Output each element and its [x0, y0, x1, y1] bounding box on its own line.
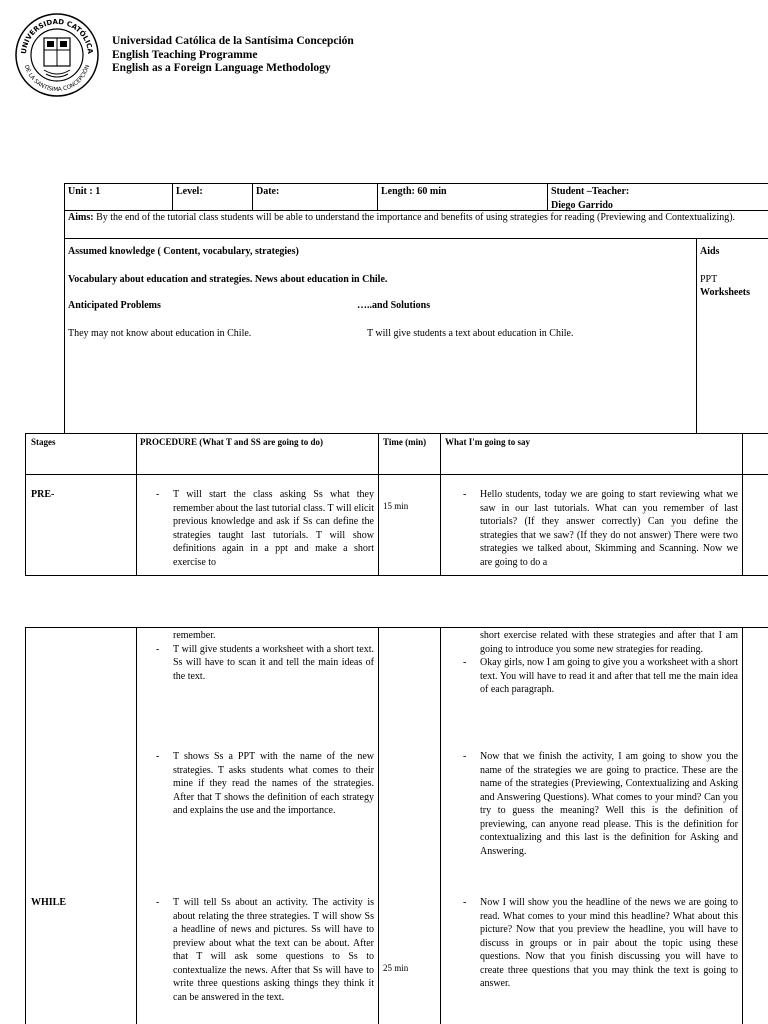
solutions-label: …..and Solutions [357, 300, 431, 311]
university-seal-logo [14, 12, 100, 98]
while-say-2 [462, 750, 738, 858]
while-procedure-item-1: - T will give students a worksheet with a short text. Ss will have to scan it and tell the main ideas of the text. [155, 643, 374, 684]
teacher-label: Student –Teacher: [551, 186, 630, 197]
course-name: English as a Foreign Language Methodology [112, 62, 331, 74]
anticipated-problems-label: Anticipated Problems [68, 300, 161, 311]
aids-ppt: PPT [700, 274, 718, 285]
seal-text-bottom: DE LA SANTÍSIMA CONCEPCIÓN [22, 64, 92, 94]
while-procedure-2 [155, 750, 374, 818]
while-say-3 [462, 896, 738, 991]
while-procedure-continued: remember. [173, 630, 216, 641]
university-name: Universidad Católica de la Santísima Concepción [112, 35, 354, 47]
while-say [462, 629, 738, 697]
time-header: Time (min) [383, 437, 427, 447]
aids-worksheets: Worksheets [700, 287, 750, 298]
pre-time: 15 min [383, 501, 409, 511]
problem-text: They may not know about education in Chile. [68, 328, 252, 339]
student-teacher-cell [551, 185, 768, 212]
teacher-name: Diego Garrido [551, 199, 613, 211]
aims-label: Aims: [68, 212, 94, 223]
aids-label: Aids [700, 246, 720, 257]
while-say-item-3: - Now I will show you the headline of the news we are going to read. What comes to your mind this headline? What about this picture? Now that you preview the headline, you will have to discuss in groups or in pair about the topic using these questions. Now that you finish discussing you will have to create three questions that you may think the text is going to answer. [462, 896, 738, 991]
while-procedure-item-2: - T shows Ss a PPT with the name of the new strategies. T asks students what comes to their mine if they read the names of the strategies. After that T shows the definition of each strategy and explains the use and the importance. [155, 750, 374, 818]
pre-say-item: - Hello students, today we are going to start reviewing what we saw in our last tutorials. What can you remember of last tutorials? (If they answer correctly) Can you define the strategies that we saw? (If they do not answer) There were two strategies we talked about, Skimming and Scanning. Now we are going to do a [462, 488, 738, 569]
level-cell: Level: [176, 186, 203, 197]
assumed-knowledge-label: Assumed knowledge ( Content, vocabulary, strategies) [68, 246, 299, 257]
aims-cell [68, 212, 768, 224]
while-time: 25 min [383, 963, 409, 973]
solution-text: T will give students a text about education in Chile. [367, 328, 574, 339]
pre-say [462, 488, 738, 570]
date-cell: Date: [256, 186, 280, 197]
stage-while: WHILE [31, 897, 67, 908]
pre-procedure [155, 488, 374, 570]
seal-text-top: UNIVERSIDAD CATÓLICA [19, 17, 95, 55]
pre-procedure-item: - T will start the class asking Ss what they remember about the last tutorial class. T will elicit previous knowledge and ask if Ss can define the strategies taught last tutorials. T will show definitions again in a ppt and make a short exercise to [155, 488, 374, 569]
while-say-continued: short exercise related with these strategies and after that I am going to introduce you some new strategies for reading. [480, 630, 738, 655]
while-procedure [155, 629, 374, 683]
while-say-item-1: - Okay girls, now I am going to give you a worksheet with a short text. You will have to read it and after that tell me the main idea of each paragraph. [462, 656, 738, 697]
programme-name: English Teaching Programme [112, 48, 258, 61]
procedure-header: PROCEDURE (What T and SS are going to do) [140, 437, 324, 447]
length-cell: Length: 60 min [381, 186, 447, 197]
aims-text: By the end of the tutorial class students will be able to understand the importance and benefits of using strategies for reading (Previewing and Contextualizing). [93, 212, 736, 223]
while-say-item-2: - Now that we finish the activity, I am going to show you the name of the strategies we are going to practice. These are the name of the strategies (Previewing, Contextualizing and Asking and Answering Questions). What comes to your mind? Can you try to guess the meaning? Well this is the definition of previewing, can anyone read please. This is the definition for contextualizing and this last is the definition for Asking and Answering. [462, 750, 738, 858]
unit-cell: Unit : 1 [68, 186, 101, 197]
while-procedure-3 [155, 896, 374, 1024]
while-procedure-item-3: - T will tell Ss about an activity. The activity is about relating the three strategies. T will show Ss a headline of news and pictures. Ss will have to preview about what the text can be about. After that T will ask some questions to Ss to contextualize the news. After that Ss will have to write three questions asking things they think it can be answered in the text. [155, 896, 374, 1004]
stage-pre: PRE- [31, 489, 55, 500]
say-header: What I'm going to say [445, 437, 531, 447]
assumed-knowledge-text: Vocabulary about education and strategies. News about education in Chile. [68, 274, 388, 285]
document-header [112, 35, 354, 76]
stages-header: Stages [31, 437, 56, 447]
